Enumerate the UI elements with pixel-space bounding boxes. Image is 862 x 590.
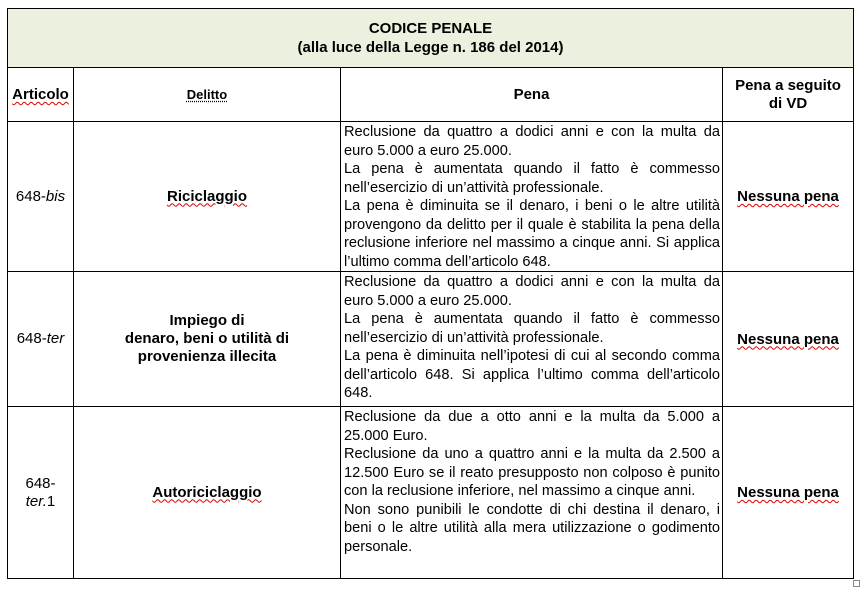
table-title: CODICE PENALE	[368, 20, 493, 37]
articolo-tail: 1	[46, 492, 56, 510]
header-articolo	[8, 68, 74, 122]
table-resize-handle[interactable]	[853, 580, 860, 587]
pena-paragraph: La pena è aumentata quando il fatto è commesso nell’esercizio di un’attività professionale.	[344, 161, 720, 196]
pena-paragraph: Reclusione da due a otto anni e la multa da 5.000 a 25.000 Euro.	[344, 409, 720, 444]
vd-cell	[723, 407, 854, 579]
articolo-suffix: ter	[46, 330, 65, 347]
pena-cell	[341, 407, 723, 579]
delitto-line: Impiego di	[169, 312, 245, 329]
delitto-line: denaro, beni o utilità di	[124, 330, 290, 347]
vd-value: Nessuna pena	[737, 330, 839, 348]
articolo-number: 648-	[16, 330, 47, 347]
delitto-cell	[74, 272, 341, 407]
header-vd-line2: di VD	[768, 94, 808, 112]
articolo-suffix: bis	[45, 187, 66, 205]
table-title-cell	[8, 9, 854, 68]
delitto-cell	[74, 407, 341, 579]
delitto-name: Riciclaggio	[166, 187, 248, 205]
articolo-number: 648-	[25, 474, 56, 492]
pena-paragraph: La pena è diminuita se il denaro, i beni o le altre utilità provengono da delitto per il quale è stabilita la pena della reclusione inferiore nel massimo a cinque anni. Si applica l’ultimo comma dell’articolo 648.	[344, 198, 720, 270]
penal-code-table	[7, 8, 854, 579]
pena-paragraph: Reclusione da uno a quattro anni e la multa da 2.500 a 12.500 Euro se il reato presupposto non colposo è punito con la reclusione inferiore, nel massimo a cinque anni.	[344, 446, 720, 499]
header-delitto-label: Delitto	[186, 87, 228, 102]
header-vd-line1: Pena a seguito	[735, 76, 841, 94]
articolo-cell	[8, 272, 74, 407]
vd-cell	[723, 122, 854, 272]
vd-cell	[723, 272, 854, 407]
pena-cell	[341, 122, 723, 272]
table-row	[8, 122, 854, 272]
pena-paragraph: La pena è diminuita nell’ipotesi di cui al secondo comma dell’articolo 648. Si applica l’ultimo comma dell’articolo 648.	[344, 348, 720, 401]
articolo-suffix: ter.	[25, 492, 47, 510]
delitto-cell	[74, 122, 341, 272]
header-articolo-label: Articolo	[12, 86, 69, 103]
table-subtitle: (alla luce della Legge n. 186 del 2014)	[297, 39, 564, 56]
pena-cell	[341, 272, 723, 407]
table-row	[8, 272, 854, 407]
pena-paragraph: Reclusione da quattro a dodici anni e con la multa da euro 5.000 a euro 25.000.	[344, 274, 720, 309]
pena-paragraph: La pena è aumentata quando il fatto è commesso nell’esercizio di un’attività professionale.	[344, 311, 720, 346]
table-row	[8, 407, 854, 579]
header-vd	[723, 68, 854, 122]
delitto-name: Autoriciclaggio	[152, 483, 262, 501]
articolo-cell	[8, 122, 74, 272]
articolo-cell	[8, 407, 74, 579]
vd-value: Nessuna pena	[737, 484, 839, 501]
header-pena-label: Pena	[513, 86, 550, 103]
header-delitto	[74, 68, 341, 122]
pena-paragraph: Reclusione da quattro a dodici anni e con la multa da euro 5.000 a euro 25.000.	[344, 124, 720, 159]
delitto-line: provenienza illecita	[137, 348, 277, 365]
pena-paragraph: Non sono punibili le condotte di chi destina il denaro, i beni o le altre utilità alla mera utilizzazione o godimento personale.	[344, 501, 720, 555]
header-pena	[341, 68, 723, 122]
articolo-number: 648-	[15, 187, 46, 205]
vd-value: Nessuna pena	[737, 188, 839, 205]
